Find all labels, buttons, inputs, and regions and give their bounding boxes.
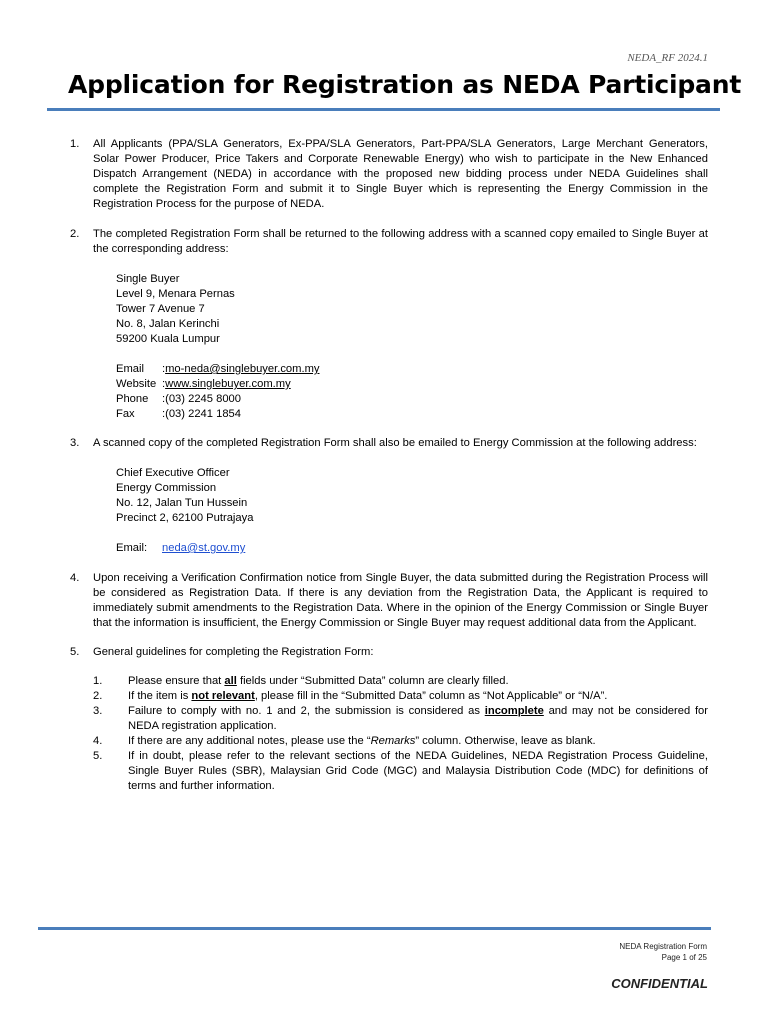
guideline-number: 3. bbox=[93, 705, 103, 717]
guidelines-list bbox=[93, 674, 708, 794]
guideline-number: 1. bbox=[93, 675, 103, 687]
guideline-text: Please ensure that all fields under “Submitted Data” column are clearly filled. bbox=[128, 675, 509, 687]
page-title: Application for Registration as NEDA Participant bbox=[68, 70, 742, 99]
address-line: Chief Executive Officer bbox=[116, 467, 230, 479]
emphasis-all: all bbox=[224, 675, 237, 687]
contact-label: Email bbox=[116, 363, 144, 375]
contact-label: Phone bbox=[116, 393, 149, 405]
contact-separator: : bbox=[162, 408, 166, 420]
guideline-item-5 bbox=[93, 749, 708, 794]
email-link[interactable]: mo-neda@singlebuyer.com.my bbox=[165, 363, 320, 375]
address-line: Tower 7 Avenue 7 bbox=[116, 303, 205, 315]
website-link[interactable]: www.singlebuyer.com.my bbox=[165, 378, 291, 390]
contact-label: Fax bbox=[116, 408, 135, 420]
item-number: 2. bbox=[70, 228, 80, 240]
address-line: Level 9, Menara Pernas bbox=[116, 288, 235, 300]
guideline-item-1 bbox=[93, 674, 708, 689]
document-reference: NEDA_RF 2024.1 bbox=[627, 52, 708, 64]
guideline-text: If in doubt, please refer to the relevant sections of the NEDA Guidelines, NEDA Registration Process Guideline, Single Buyer Rules (SBR), Malaysian Grid Code (MGC) and Malaysia Distribution Code (MDC) for definitions of terms and further information. bbox=[128, 750, 708, 792]
list-item-3 bbox=[70, 436, 708, 451]
guideline-text: If there are any additional notes, please use the “Remarks” column. Otherwise, leave as blank. bbox=[128, 735, 596, 747]
guideline-item-2 bbox=[93, 689, 708, 704]
contact-row-email bbox=[116, 541, 708, 556]
email-link[interactable]: neda@st.gov.my bbox=[162, 542, 246, 554]
contact-separator: : bbox=[162, 363, 166, 375]
contact-row-email bbox=[116, 362, 708, 377]
item-text: General guidelines for completing the Registration Form: bbox=[93, 646, 374, 658]
footer-form-name: NEDA Registration Form bbox=[619, 942, 707, 951]
guideline-item-3 bbox=[93, 704, 708, 734]
document-body bbox=[70, 137, 708, 794]
item-number: 4. bbox=[70, 572, 80, 584]
item-number: 5. bbox=[70, 646, 80, 658]
list-item-2 bbox=[70, 227, 708, 257]
contact-label: Email: bbox=[116, 542, 148, 554]
energy-commission-contact bbox=[116, 541, 708, 556]
guideline-text: Failure to comply with no. 1 and 2, the submission is considered as incomplete and may not be considered for NEDA registration application. bbox=[128, 705, 709, 732]
list-item-4 bbox=[70, 571, 708, 631]
item-text: All Applicants (PPA/SLA Generators, Ex-PPA/SLA Generators, Part-PPA/SLA Generators, Large Merchant Generators, Solar Power Producer, Price Takers and Corporate Renewable Energy) who wish to participate in the New Enhanced Dispatch Arrangement (NEDA) in accordance with the proposed new bidding process under NEDA Guidelines shall complete the Registration Form and submit it to Single Buyer which is representing the Energy Commission in the Registration Process for the purpose of NEDA. bbox=[93, 138, 708, 210]
address-line: 59200 Kuala Lumpur bbox=[116, 333, 220, 345]
contact-row-fax bbox=[116, 407, 708, 422]
item-text: A scanned copy of the completed Registration Form shall also be emailed to Energy Commission at the following address: bbox=[93, 437, 697, 449]
guideline-number: 5. bbox=[93, 750, 103, 762]
contact-row-phone bbox=[116, 392, 708, 407]
address-line: Energy Commission bbox=[116, 482, 217, 494]
address-line: No. 12, Jalan Tun Hussein bbox=[116, 497, 248, 509]
phone-value: (03) 2245 8000 bbox=[165, 393, 241, 405]
contact-label: Website bbox=[116, 378, 157, 390]
guideline-number: 4. bbox=[93, 735, 103, 747]
guideline-item-4 bbox=[93, 734, 708, 749]
address-line: Single Buyer bbox=[116, 273, 180, 285]
list-item-1 bbox=[70, 137, 708, 212]
emphasis-not-relevant: not relevant bbox=[191, 690, 255, 702]
guideline-number: 2. bbox=[93, 690, 103, 702]
footer-page-number: Page 1 of 25 bbox=[661, 953, 707, 962]
footer-rule bbox=[38, 927, 711, 930]
item-text: The completed Registration Form shall be returned to the following address with a scanned copy emailed to Single Buyer at the corresponding address: bbox=[93, 228, 708, 255]
guideline-text: If the item is not relevant, please fill in the “Submitted Data” column as “Not Applicable” or “N/A”. bbox=[128, 690, 608, 702]
energy-commission-address bbox=[116, 466, 708, 526]
emphasis-incomplete: incomplete bbox=[484, 705, 544, 717]
single-buyer-contacts bbox=[116, 362, 708, 422]
item-number: 3. bbox=[70, 437, 80, 449]
list-item-5 bbox=[70, 645, 708, 660]
confidential-label: CONFIDENTIAL bbox=[611, 976, 708, 991]
contact-separator: : bbox=[162, 378, 166, 390]
address-line: No. 8, Jalan Kerinchi bbox=[116, 318, 220, 330]
item-number: 1. bbox=[70, 138, 80, 150]
item-text: Upon receiving a Verification Confirmation notice from Single Buyer, the data submitted during the Registration Process will be considered as Registration Data. If there is any deviation from the Registration Data, the Applicant is required to immediately submit amendments to the Registration Data. Where in the opinion of the Energy Commission or Single Buyer that the information is insufficient, the Energy Commission or Single Buyer may request additional data from the Applicant. bbox=[93, 572, 708, 629]
header-rule bbox=[47, 108, 720, 111]
contact-row-website bbox=[116, 377, 708, 392]
emphasis-remarks: Remarks bbox=[370, 735, 416, 747]
fax-value: (03) 2241 1854 bbox=[165, 408, 241, 420]
single-buyer-address bbox=[116, 272, 708, 347]
contact-separator: : bbox=[162, 393, 166, 405]
address-line: Precinct 2, 62100 Putrajaya bbox=[116, 512, 254, 524]
